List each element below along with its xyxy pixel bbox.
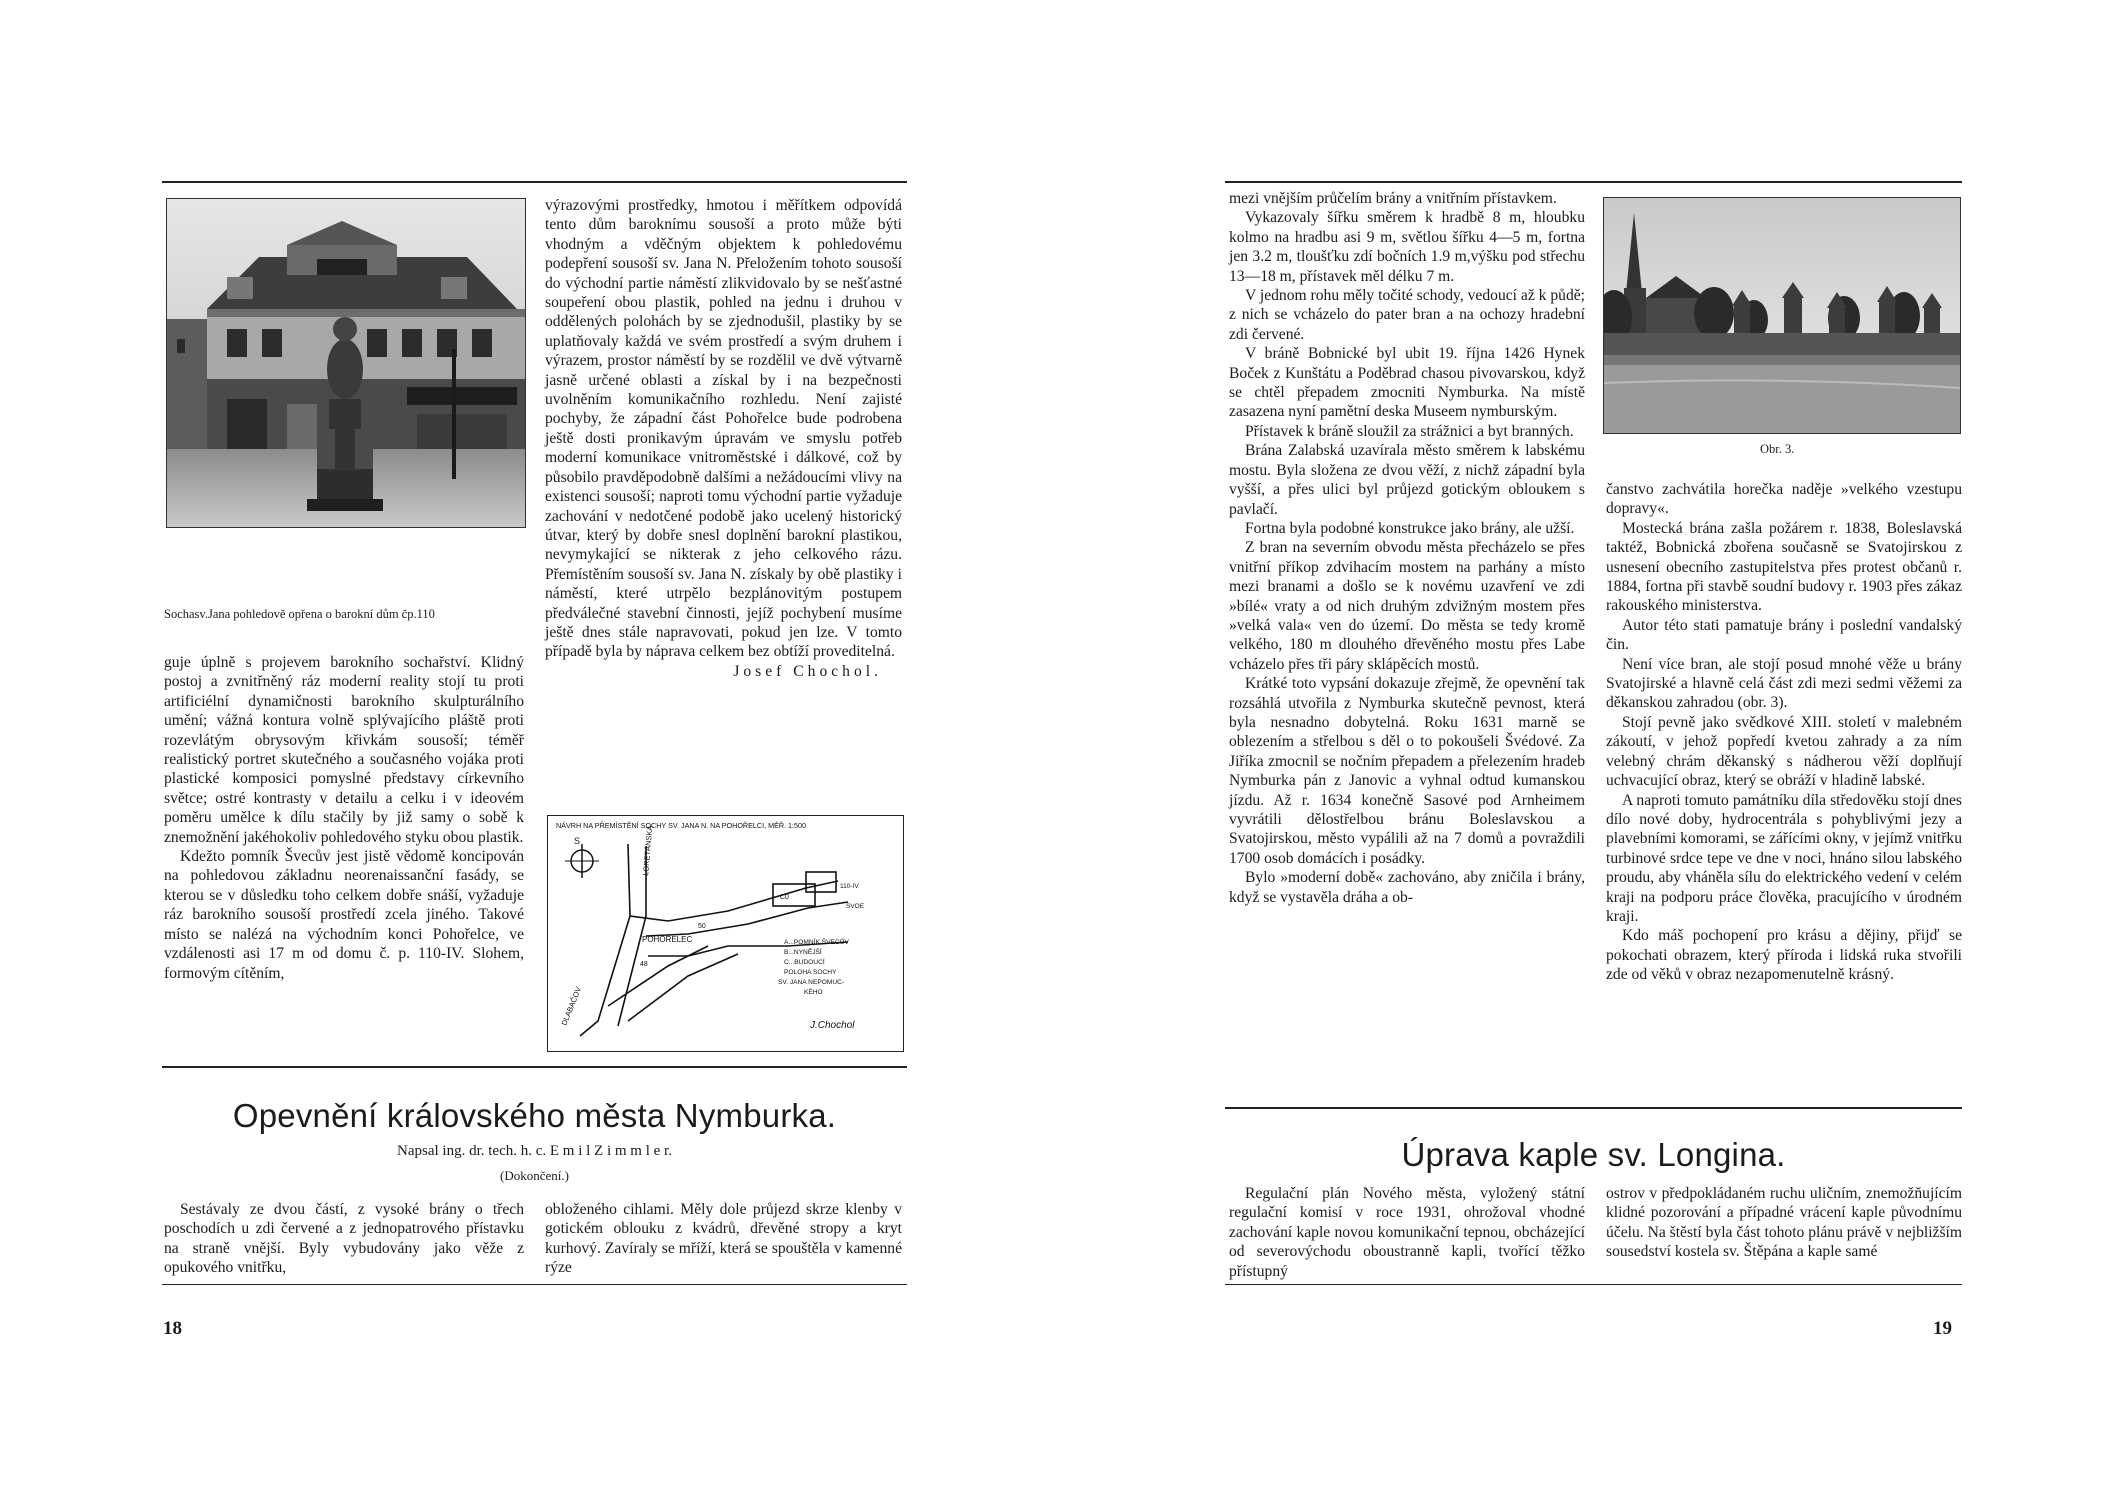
paragraph: guje úplně s projevem barokního sochařství. Klidný postoj a zvnitřněný ráz moderní reality stojí tu proti artificiélní dynamičnosti barokního skulpturálního umění; vážná kontura volně splývajícího pláště proti rozevlátým obrysovým křivkám sousoší; téměř realistický portret skutečného a současného vojáka proti plastické komposici pomyslné představy církevního světce; ostré kontrasty v detailu a celku i v ideovém poměru umělce k dílu stačily by již samy o sobě k znemožnění jakéhokoliv pohledového styku obou plastik. <box>164 654 524 846</box>
paragraph: Bylo »moderní době« zachováno, aby zničila i brány, když se vystavěla dráha a ob- <box>1229 869 1585 906</box>
plan-label-c0: C0 <box>780 894 789 901</box>
legend-line: A...POMNÍK ŠVECŮV <box>784 939 849 946</box>
legend-line: C...BUDOUCÍ <box>784 959 825 966</box>
paragraph: A naproti tomuto památníku díla středověku stojí dnes dílo nové doby, hydrocentrála s pohyblivými jezy a plavebními komorami, se zářícími okny, v jejímž vnitřku turbinové srdce tepe ve dne v noci, hnáno silou labského proudu, aby vháněla sílu do elektrického vedení v celém kraji na podporu práce člověka, pracujícího v úrodném kraji. <box>1606 791 1962 925</box>
paragraph: Stojí pevně jako svědkové XIII. století v malebném zákoutí, v jehož popředí kvetou zahrady a za ním velebný chrám děkanský s nádherou věží doplňují uchvacující obraz, který se obráží v hladině labské. <box>1606 713 1962 790</box>
paragraph: Krátké toto vypsání dokazuje zřejmě, že opevnění tak rozsáhlá utvořila z Nymburka skutečně pevnost, která byla nesnadno dobytelná. Roku 1631 marně se oblezením a střelbou s děl o to pokoušeli Švédové. Za Jiříka zmocnil se nočním přepadem a přelezením hradeb Nymburka pán z Janovic a vyhnal odtud kumanskou jízdu. Až r. 1634 konečně Sasové pod Arnheimem vyvrátili dělostřelbou bránu Boleslavskou a Svatojirskou, město vypálili až na 7 domů a povraždili 1700 osob domácích i posádky. <box>1229 675 1585 867</box>
left-top-rule <box>162 181 907 183</box>
photo-nymburk-walls <box>1603 197 1961 434</box>
right-column-1 <box>1229 189 1585 907</box>
paragraph: výrazovými prostředky, hmotou i měřítkem odpovídá tento dům baroknímu sousoší a proto může býti vhodným a vděčným objektem k pohledovému podepření sousoší sv. Jana N. Přeložením tohoto sousoší do východní partie náměstí zlikvidovalo by se nešťastné soupeření obou plastik, pohled na jednu i druhou v oddělených polohách by se zjednodušil, plastiky by se uplatňovaly každá ve svém prostředí a svým druhem i výrazem, prostor náměstí by se rozdělil ve dvě výtvarně jasně určené oblasti a získal by i na bezpečnosti uvolněním komunikačního rozhledu. Není zajisté pochyby, že západní část Pohořelce bude podrobena ještě dosti pronikavým úpravám ve smyslu potřeb moderní komunikace vnitroměstské i dálkové, což by působilo pravděpodobně dalšími a nežádoucími vlivy na existenci sousoší; naproti tomu východní partie vyžaduje zachování v nedotčené podobě jako ucelený historický útvar, který by dobře snesl doplnění barokní plastikou, nevymykající se nikterak z jeho celkového rázu. Přemístěním sousoší sv. Jana N. získaly by obě plastiky i náměstí, které utrpělo bezplánovitým postupem předválečné stavební činnosti, jejíž pochybení musíme ještě dnes stále napravovati, pokud jen lze. V tomto případě byla by náprava celkem bez obtíží proveditelná. <box>545 197 902 661</box>
plan-label-110: 110-IV <box>840 883 859 890</box>
plan-number-50: 50 <box>698 923 706 930</box>
site-plan-drawing <box>548 816 903 1051</box>
left-column-1 <box>164 653 524 983</box>
legend-line: SV. JANA NEPOMUC- <box>778 979 845 986</box>
paragraph: Regulační plán Nového města, vyložený státní regulační komisí v roce 1931, ohrožoval vhodné zachování kaple novou komunikační tepnou, obcházející od severovýchodu oboustranně kapli, tvořící těžko přístupný <box>1229 1185 1585 1280</box>
paragraph: Kdo máš pochopení pro krásu a dějiny, přijď se pokochati obrazem, který příroda i lidská ruka stvořili zde od věků v obraz nezapomenutelně krásný. <box>1606 927 1962 984</box>
paragraph: obloženého cihlami. Měly dole průjezd skrze klenby v gotickém oblouku z kvádrů, dřevěné stropy a kryt kurhový. Zavíraly se mříží, která se spouštěla v kamenné rýze <box>545 1201 902 1277</box>
page-number-left: 18 <box>163 1318 182 1339</box>
article-byline: Napsal ing. dr. tech. h. c. E m i l Z i m m l e r. <box>397 1143 672 1159</box>
plan-title: NÁVRH NA PŘEMÍSTĚNÍ SOCHY SV. JANA N. NA POHOŘELCI, MĚŘ. 1:500 <box>556 821 807 830</box>
paragraph: V bráně Bobnické byl ubit 19. října 1426 Hynek Boček z Kunštátu a Poděbrad chasou pivovarskou, když se chtěl přepadem zmocniti Nymburka. Na místě zasazena nyní pamětní deska Museem nymburským. <box>1229 345 1585 421</box>
paragraph: ostrov v předpokládaném ruchu uličním, znemožňujícím klidné pozorování a případné vrácení kaple původnímu účelu. Na štěstí byla část tohoto plánu právě v nejbližším sousedství kostela sv. Štěpána a kaple samé <box>1606 1185 1962 1261</box>
paragraph: Není více bran, ale stojí posud mnohé věže u brány Svatojirské a hlavně celá část zdi mezi sedmi věžemi za děkanskou zahradou (obr. 3). <box>1606 655 1962 712</box>
paragraph: mezi vnějším průčelím brány a vnitřním přístavkem. <box>1229 190 1557 207</box>
photo-nymburk-walls-image <box>1604 198 1960 433</box>
right-top-rule <box>1225 181 1962 183</box>
plan-signature: J.Chochol <box>810 1020 855 1031</box>
street-label-top: LORETÁNSKÁ <box>641 825 655 877</box>
plan-number-48: 48 <box>640 961 648 968</box>
legend-line: POLOHA SOCHY <box>784 969 837 976</box>
photo-caption-left: Sochasv.Jana pohledově opřena o barokní dům čp.110 <box>164 607 435 621</box>
photo-statue-baroque-house-image <box>167 199 525 527</box>
paragraph: Přístavek k bráně sloužil za strážnici a byt branných. <box>1245 422 1574 440</box>
street-label-bottom: DLABAČOV <box>559 985 584 1027</box>
nymburk-column-2 <box>545 1200 902 1278</box>
left-mid-rule <box>162 1066 907 1068</box>
page-number-right: 19 <box>1933 1318 1952 1339</box>
plan-label-svoe: SVOE <box>846 903 865 910</box>
longin-column-2 <box>1606 1184 1962 1262</box>
paragraph: Mostecká brána zašla požárem r. 1838, Boleslavská taktéž, Bobnická zbořena současně se Svatojirskou z usnesení obecního zastupitelstva přes protest občanů r. 1884, fortna při stavbě soudní budovy r. 1903 přes zákaz rakouského ministerstva. <box>1606 519 1962 615</box>
photo-statue-baroque-house <box>166 198 526 528</box>
paragraph: Kdežto pomník Švecův jest jistě vědomě koncipován na pohledovou základnu neorenaissanční fasády, se kterou se v důsledku toho celkem dobře snáší, vyžaduje ráz barokního sousoší prostředí zcela jiného. Takové místo se nalézá na východním konci Pohořelce, ve vzdálenosti asi 17 m od domu č. p. 110-IV. Slohem, formovým cítěním, <box>164 848 524 982</box>
paragraph: Fortna byla podobné konstrukce jako brány, ale užší. <box>1245 519 1575 537</box>
right-bottom-rule <box>1225 1284 1962 1285</box>
article-title-nymburk: Opevnění královského města Nymburka. <box>232 1097 837 1134</box>
paragraph: Z bran na severním obvodu města přecházelo se přes vnitřní příkop zdvihacím mostem na parhány a místo mezi branami a došlo se k novému uzavření ve zdi »bílé« vraty a od nich druhým zdvižným mostem přes »velká vala« ven do území. Do města se tedy kromě velkého, 180 m dlouhého dřevěného mostu přes Labe vcházelo přes tři páry sklápěcích mostů. <box>1229 539 1585 673</box>
paragraph: Autor této stati pamatuje brány i poslední vandalský čin. <box>1606 616 1962 654</box>
compass-north-label: S <box>574 836 581 846</box>
site-plan-figure <box>547 815 904 1052</box>
photo-caption-right: Obr. 3. <box>1760 442 1795 456</box>
legend-line: KÉHO <box>804 989 823 996</box>
paragraph: Sestávaly ze dvou částí, z vysoké brány o třech poschodích u zdi červené a z jednopatrového přístavku na straně vnější. Byly vybudovány jako věže z opukového vnitřku, <box>164 1201 524 1277</box>
right-mid-rule <box>1225 1107 1962 1109</box>
author-signature: Josef Chochol. <box>733 662 882 680</box>
paragraph: V jednom rohu měly točité schody, vedoucí až k půdě; z nich se vcházelo do pater bran a na ochozy hradební zdi červené. <box>1229 287 1585 343</box>
longin-column-1 <box>1229 1184 1585 1281</box>
right-column-2 <box>1606 480 1962 985</box>
left-column-2 <box>545 196 902 681</box>
paragraph: čanstvo zachvátila horečka naděje »velkého vzestupu dopravy«. <box>1606 481 1962 518</box>
left-bottom-rule <box>162 1284 907 1285</box>
legend-line: B...NYNĚJŠÍ <box>784 949 822 956</box>
paragraph: Vykazovaly šířku směrem k hradbě 8 m, hloubku kolmo na hradbu asi 9 m, světlou šířku 4—5 m, fortna jen 3.2 m, tloušťku zdí bočních 1.9 m,výšku pod střechu 13—18 m, přístavek měl délku 7 m. <box>1229 209 1585 285</box>
article-title-longin: Úprava kaple sv. Longina. <box>1401 1136 1786 1173</box>
square-label: POHOŘELEC <box>642 935 693 944</box>
nymburk-column-1 <box>164 1200 524 1278</box>
article-note: (Dokončení.) <box>500 1168 569 1183</box>
paragraph: Brána Zalabská uzavírala město směrem k labskému mostu. Byla složena ze dvou věží, z nichž západní byla vyšší, a přes ulici byl průjezd gotickým obloukem s pavlačí. <box>1229 442 1585 518</box>
